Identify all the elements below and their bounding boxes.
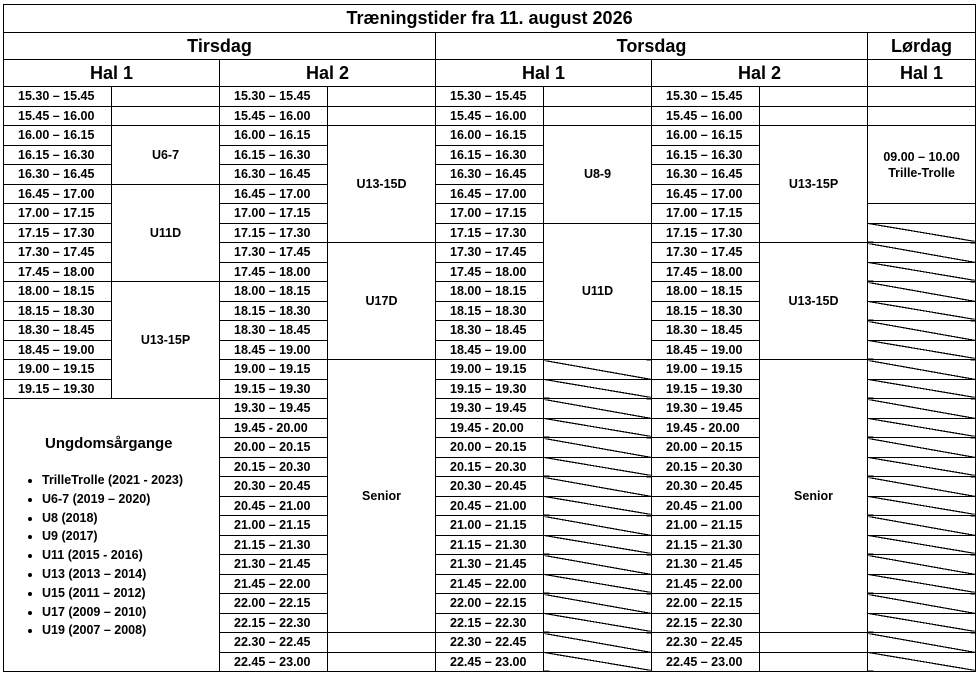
unavailable-cell-sat-hal1 [868, 555, 976, 575]
time-slot-tue-hal1: 19.15 – 19.30 [4, 379, 112, 399]
time-slot-tue-hal2: 19.00 – 19.15 [220, 360, 328, 380]
time-slot-tue-hal2: 20.15 – 20.30 [220, 457, 328, 477]
unavailable-cell-sat-hal1 [868, 516, 976, 536]
time-slot-tue-hal1: 15.45 – 16.00 [4, 106, 112, 126]
time-slot-tue-hal2: 15.30 – 15.45 [220, 87, 328, 107]
empty-cell-sat-hal1 [868, 87, 976, 107]
time-slot-tue-hal1: 17.30 – 17.45 [4, 243, 112, 263]
legend-item: • U11 (2015 - 2016) [42, 546, 219, 565]
time-slot-thu-hal2: 19.00 – 19.15 [652, 360, 760, 380]
unavailable-cell-thu-hal1 [544, 379, 652, 399]
time-slot-thu-hal2: 17.45 – 18.00 [652, 262, 760, 282]
time-slot-tue-hal1: 15.30 – 15.45 [4, 87, 112, 107]
legend-item: • U19 (2007 – 2008) [42, 621, 219, 640]
time-slot-thu-hal1: 17.30 – 17.45 [436, 243, 544, 263]
unavailable-cell-sat-hal1 [868, 399, 976, 419]
time-slot-thu-hal2: 21.30 – 21.45 [652, 555, 760, 575]
time-slot-thu-hal1: 16.30 – 16.45 [436, 165, 544, 185]
unavailable-cell-sat-hal1 [868, 438, 976, 458]
unavailable-cell-thu-hal1 [544, 418, 652, 438]
time-slot-thu-hal1: 20.30 – 20.45 [436, 477, 544, 497]
time-slot-tue-hal1: 19.00 – 19.15 [4, 360, 112, 380]
time-slot-tue-hal1: 18.45 – 19.00 [4, 340, 112, 360]
empty-cell-thu-hal2 [760, 652, 868, 672]
group-thu-hal1: U8-9 [544, 126, 652, 224]
time-slot-thu-hal2: 16.30 – 16.45 [652, 165, 760, 185]
hall-header-sat-hal1: Hal 1 [868, 60, 976, 87]
empty-cell-tue-hal1 [112, 106, 220, 126]
time-slot-tue-hal2: 16.45 – 17.00 [220, 184, 328, 204]
unavailable-cell-thu-hal1 [544, 535, 652, 555]
time-slot-thu-hal2: 20.15 – 20.30 [652, 457, 760, 477]
day-header-saturday: Lørdag [868, 33, 976, 60]
schedule-title: Træningstider fra 11. august 2026 [4, 5, 976, 33]
legend-item: • U15 (2011 – 2012) [42, 584, 219, 603]
empty-cell-sat-hal1 [868, 204, 976, 224]
time-slot-tue-hal1: 18.00 – 18.15 [4, 282, 112, 302]
time-slot-thu-hal1: 22.45 – 23.00 [436, 652, 544, 672]
time-slot-tue-hal2: 17.30 – 17.45 [220, 243, 328, 263]
time-slot-tue-hal2: 18.45 – 19.00 [220, 340, 328, 360]
legend-item: • U6-7 (2019 – 2020) [42, 490, 219, 509]
unavailable-cell-sat-hal1 [868, 594, 976, 614]
empty-cell-thu-hal1 [544, 106, 652, 126]
time-slot-thu-hal1: 17.00 – 17.15 [436, 204, 544, 224]
empty-cell-thu-hal2 [760, 106, 868, 126]
time-slot-tue-hal2: 16.00 – 16.15 [220, 126, 328, 146]
empty-cell-tue-hal2 [328, 652, 436, 672]
unavailable-cell-sat-hal1 [868, 477, 976, 497]
unavailable-cell-sat-hal1 [868, 360, 976, 380]
time-slot-tue-hal1: 18.30 – 18.45 [4, 321, 112, 341]
time-slot-tue-hal2: 18.15 – 18.30 [220, 301, 328, 321]
hall-header-tue-hal2: Hal 2 [220, 60, 436, 87]
time-slot-thu-hal1: 15.45 – 16.00 [436, 106, 544, 126]
time-slot-tue-hal2: 21.00 – 21.15 [220, 516, 328, 536]
unavailable-cell-thu-hal1 [544, 555, 652, 575]
empty-cell-tue-hal2 [328, 106, 436, 126]
group-tue-hal2: U13-15D [328, 126, 436, 243]
unavailable-cell-thu-hal1 [544, 496, 652, 516]
time-slot-thu-hal2: 19.30 – 19.45 [652, 399, 760, 419]
unavailable-cell-sat-hal1 [868, 613, 976, 633]
time-slot-thu-hal1: 19.15 – 19.30 [436, 379, 544, 399]
time-slot-thu-hal2: 15.45 – 16.00 [652, 106, 760, 126]
group-tue-hal1: U11D [112, 184, 220, 282]
time-slot-thu-hal1: 18.45 – 19.00 [436, 340, 544, 360]
unavailable-cell-sat-hal1 [868, 418, 976, 438]
empty-cell-thu-hal1 [544, 87, 652, 107]
time-slot-thu-hal1: 16.45 – 17.00 [436, 184, 544, 204]
time-slot-tue-hal2: 19.15 – 19.30 [220, 379, 328, 399]
time-slot-thu-hal2: 22.15 – 22.30 [652, 613, 760, 633]
unavailable-cell-sat-hal1 [868, 340, 976, 360]
time-slot-tue-hal1: 16.00 – 16.15 [4, 126, 112, 146]
time-slot-thu-hal2: 21.15 – 21.30 [652, 535, 760, 555]
time-slot-thu-hal1: 18.30 – 18.45 [436, 321, 544, 341]
time-slot-thu-hal2: 16.15 – 16.30 [652, 145, 760, 165]
group-tue-hal2: Senior [328, 360, 436, 633]
legend-list [4, 471, 219, 640]
time-slot-thu-hal1: 15.30 – 15.45 [436, 87, 544, 107]
empty-cell-thu-hal2 [760, 633, 868, 653]
unavailable-cell-sat-hal1 [868, 652, 976, 672]
empty-cell-thu-hal2 [760, 87, 868, 107]
unavailable-cell-sat-hal1 [868, 262, 976, 282]
unavailable-cell-thu-hal1 [544, 399, 652, 419]
time-slot-tue-hal1: 17.45 – 18.00 [4, 262, 112, 282]
empty-cell-tue-hal2 [328, 87, 436, 107]
schedule-table [3, 4, 976, 672]
group-thu-hal2: U13-15P [760, 126, 868, 243]
time-slot-thu-hal2: 16.45 – 17.00 [652, 184, 760, 204]
time-slot-thu-hal2: 15.30 – 15.45 [652, 87, 760, 107]
time-slot-thu-hal2: 22.45 – 23.00 [652, 652, 760, 672]
time-slot-thu-hal1: 21.00 – 21.15 [436, 516, 544, 536]
time-slot-tue-hal2: 16.30 – 16.45 [220, 165, 328, 185]
hall-header-tue-hal1: Hal 1 [4, 60, 220, 87]
time-slot-thu-hal1: 22.15 – 22.30 [436, 613, 544, 633]
unavailable-cell-sat-hal1 [868, 223, 976, 243]
schedule-sheet [3, 4, 975, 672]
unavailable-cell-thu-hal1 [544, 477, 652, 497]
time-slot-tue-hal2: 19.30 – 19.45 [220, 399, 328, 419]
empty-cell-tue-hal2 [328, 633, 436, 653]
time-slot-thu-hal2: 22.00 – 22.15 [652, 594, 760, 614]
time-slot-tue-hal1: 17.15 – 17.30 [4, 223, 112, 243]
time-slot-thu-hal2: 20.45 – 21.00 [652, 496, 760, 516]
time-slot-thu-hal2: 18.45 – 19.00 [652, 340, 760, 360]
time-slot-thu-hal1: 21.30 – 21.45 [436, 555, 544, 575]
time-row [4, 106, 976, 126]
time-slot-tue-hal2: 21.30 – 21.45 [220, 555, 328, 575]
time-row [4, 126, 976, 146]
time-slot-thu-hal2: 17.30 – 17.45 [652, 243, 760, 263]
group-tue-hal1: U6-7 [112, 126, 220, 185]
time-slot-tue-hal2: 22.00 – 22.15 [220, 594, 328, 614]
legend-title: Ungdomsårgange [45, 435, 173, 452]
time-slot-tue-hal2: 17.00 – 17.15 [220, 204, 328, 224]
unavailable-cell-thu-hal1 [544, 457, 652, 477]
time-slot-thu-hal1: 19.00 – 19.15 [436, 360, 544, 380]
time-slot-tue-hal2: 22.45 – 23.00 [220, 652, 328, 672]
unavailable-cell-thu-hal1 [544, 574, 652, 594]
unavailable-cell-thu-hal1 [544, 633, 652, 653]
time-slot-thu-hal1: 20.15 – 20.30 [436, 457, 544, 477]
time-slot-thu-hal1: 16.00 – 16.15 [436, 126, 544, 146]
unavailable-cell-sat-hal1 [868, 496, 976, 516]
time-slot-thu-hal2: 19.15 – 19.30 [652, 379, 760, 399]
time-slot-tue-hal2: 17.45 – 18.00 [220, 262, 328, 282]
empty-cell-sat-hal1 [868, 106, 976, 126]
legend-panel [4, 399, 220, 672]
time-slot-tue-hal2: 20.45 – 21.00 [220, 496, 328, 516]
unavailable-cell-sat-hal1 [868, 574, 976, 594]
group-sat-hal1: 09.00 – 10.00 Trille-Trolle [868, 126, 976, 204]
unavailable-cell-thu-hal1 [544, 360, 652, 380]
unavailable-cell-thu-hal1 [544, 516, 652, 536]
unavailable-cell-sat-hal1 [868, 243, 976, 263]
time-slot-thu-hal1: 19.30 – 19.45 [436, 399, 544, 419]
time-slot-thu-hal1: 21.45 – 22.00 [436, 574, 544, 594]
time-slot-thu-hal2: 19.45 - 20.00 [652, 418, 760, 438]
time-slot-thu-hal1: 22.00 – 22.15 [436, 594, 544, 614]
unavailable-cell-thu-hal1 [544, 613, 652, 633]
unavailable-cell-thu-hal1 [544, 438, 652, 458]
group-tue-hal2: U17D [328, 243, 436, 360]
time-slot-thu-hal2: 21.45 – 22.00 [652, 574, 760, 594]
time-slot-tue-hal2: 22.30 – 22.45 [220, 633, 328, 653]
time-slot-tue-hal2: 15.45 – 16.00 [220, 106, 328, 126]
time-slot-tue-hal2: 20.00 – 20.15 [220, 438, 328, 458]
time-slot-thu-hal2: 17.15 – 17.30 [652, 223, 760, 243]
time-slot-thu-hal1: 17.45 – 18.00 [436, 262, 544, 282]
time-slot-tue-hal2: 18.00 – 18.15 [220, 282, 328, 302]
time-slot-thu-hal1: 18.15 – 18.30 [436, 301, 544, 321]
time-slot-tue-hal1: 18.15 – 18.30 [4, 301, 112, 321]
time-slot-thu-hal2: 22.30 – 22.45 [652, 633, 760, 653]
time-slot-thu-hal2: 18.00 – 18.15 [652, 282, 760, 302]
unavailable-cell-sat-hal1 [868, 633, 976, 653]
time-slot-thu-hal2: 21.00 – 21.15 [652, 516, 760, 536]
time-slot-thu-hal1: 18.00 – 18.15 [436, 282, 544, 302]
group-thu-hal2: U13-15D [760, 243, 868, 360]
time-slot-thu-hal1: 16.15 – 16.30 [436, 145, 544, 165]
time-slot-thu-hal2: 18.30 – 18.45 [652, 321, 760, 341]
legend-item: • TrilleTrolle (2021 - 2023) [42, 471, 219, 490]
unavailable-cell-sat-hal1 [868, 301, 976, 321]
time-slot-thu-hal2: 20.00 – 20.15 [652, 438, 760, 458]
time-slot-thu-hal1: 22.30 – 22.45 [436, 633, 544, 653]
time-slot-thu-hal1: 21.15 – 21.30 [436, 535, 544, 555]
day-header-thursday: Torsdag [436, 33, 868, 60]
hall-header-thu-hal1: Hal 1 [436, 60, 652, 87]
time-slot-thu-hal1: 20.00 – 20.15 [436, 438, 544, 458]
unavailable-cell-thu-hal1 [544, 652, 652, 672]
group-thu-hal2: Senior [760, 360, 868, 633]
time-slot-thu-hal2: 17.00 – 17.15 [652, 204, 760, 224]
time-slot-thu-hal1: 20.45 – 21.00 [436, 496, 544, 516]
time-slot-tue-hal2: 20.30 – 20.45 [220, 477, 328, 497]
unavailable-cell-thu-hal1 [544, 594, 652, 614]
unavailable-cell-sat-hal1 [868, 282, 976, 302]
time-slot-tue-hal2: 21.45 – 22.00 [220, 574, 328, 594]
hall-header-thu-hal2: Hal 2 [652, 60, 868, 87]
time-slot-thu-hal1: 17.15 – 17.30 [436, 223, 544, 243]
time-slot-tue-hal2: 22.15 – 22.30 [220, 613, 328, 633]
unavailable-cell-sat-hal1 [868, 379, 976, 399]
unavailable-cell-sat-hal1 [868, 457, 976, 477]
time-slot-tue-hal2: 19.45 - 20.00 [220, 418, 328, 438]
time-slot-thu-hal2: 20.30 – 20.45 [652, 477, 760, 497]
time-row [4, 87, 976, 107]
time-slot-tue-hal1: 16.30 – 16.45 [4, 165, 112, 185]
time-slot-tue-hal1: 16.45 – 17.00 [4, 184, 112, 204]
time-slot-tue-hal1: 17.00 – 17.15 [4, 204, 112, 224]
unavailable-cell-sat-hal1 [868, 321, 976, 341]
day-header-tuesday: Tirsdag [4, 33, 436, 60]
time-slot-tue-hal2: 21.15 – 21.30 [220, 535, 328, 555]
time-slot-tue-hal2: 16.15 – 16.30 [220, 145, 328, 165]
time-slot-tue-hal1: 16.15 – 16.30 [4, 145, 112, 165]
legend-item: • U9 (2017) [42, 527, 219, 546]
time-slot-tue-hal2: 18.30 – 18.45 [220, 321, 328, 341]
empty-cell-tue-hal1 [112, 87, 220, 107]
legend-item: • U8 (2018) [42, 509, 219, 528]
time-slot-thu-hal1: 19.45 - 20.00 [436, 418, 544, 438]
time-slot-thu-hal2: 18.15 – 18.30 [652, 301, 760, 321]
time-slot-thu-hal2: 16.00 – 16.15 [652, 126, 760, 146]
legend-item: • U13 (2013 – 2014) [42, 565, 219, 584]
time-slot-tue-hal2: 17.15 – 17.30 [220, 223, 328, 243]
group-tue-hal1: U13-15P [112, 282, 220, 399]
unavailable-cell-sat-hal1 [868, 535, 976, 555]
legend-item: • U17 (2009 – 2010) [42, 603, 219, 622]
group-thu-hal1: U11D [544, 223, 652, 360]
